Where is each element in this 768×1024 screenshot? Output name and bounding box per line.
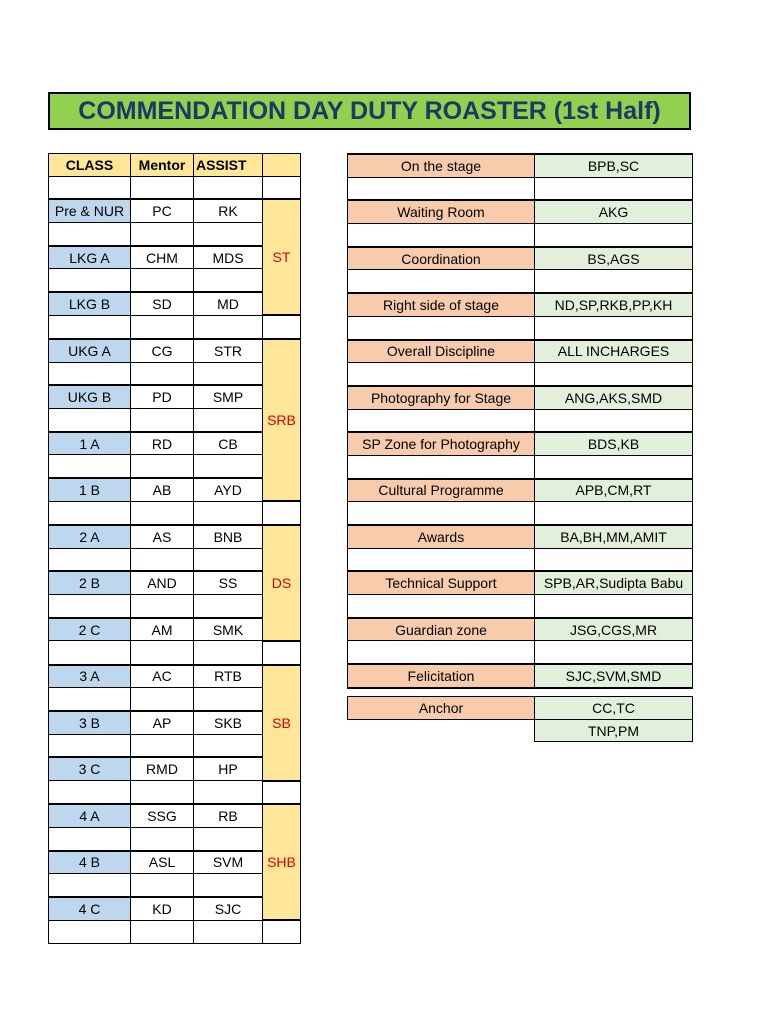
- duty-cell: Felicitation: [348, 664, 535, 688]
- names-cell: BA,BH,MM,AMIT: [535, 525, 693, 548]
- class-cell: UKG A: [49, 339, 131, 362]
- duty-cell: Coordination: [348, 247, 535, 270]
- assist-cell: RK: [194, 199, 263, 222]
- mentor-cell: AS: [131, 525, 194, 548]
- mentor-cell: ASL: [131, 851, 194, 874]
- spacer-row: [348, 455, 693, 478]
- assist-cell: RB: [194, 804, 263, 827]
- duty-cell: Right side of stage: [348, 293, 535, 316]
- class-cell: 1 B: [49, 478, 131, 501]
- header-assist: ASSIST: [194, 154, 263, 177]
- mentor-cell: AP: [131, 711, 194, 734]
- names-cell: SJC,SVM,SMD: [535, 664, 693, 688]
- duty-row: [348, 386, 693, 409]
- header-group: [263, 154, 301, 177]
- duty-row: [348, 664, 693, 688]
- mentor-cell: CG: [131, 339, 194, 362]
- spacer-row: [348, 502, 693, 525]
- assist-cell: CB: [194, 432, 263, 455]
- duty-row: [348, 618, 693, 641]
- assist-cell: SMP: [194, 385, 263, 408]
- class-duty-table: [48, 153, 301, 944]
- class-cell: 3 B: [49, 711, 131, 734]
- class-cell: 1 A: [49, 432, 131, 455]
- spacer-row: [49, 781, 301, 805]
- anchor-duty-cell: Anchor: [348, 697, 535, 720]
- assist-cell: SVM: [194, 851, 263, 874]
- mentor-cell: AB: [131, 478, 194, 501]
- group-ds: DS: [263, 525, 301, 641]
- anchor-names-cell: TNP,PM: [535, 719, 693, 742]
- assist-cell: HP: [194, 757, 263, 780]
- group-shb: SHB: [263, 804, 301, 920]
- spacer-row: [348, 177, 693, 200]
- mentor-cell: PD: [131, 385, 194, 408]
- mentor-cell: KD: [131, 897, 194, 920]
- assist-cell: STR: [194, 339, 263, 362]
- group-st: ST: [263, 199, 301, 315]
- duty-cell: Waiting Room: [348, 200, 535, 223]
- spacer-row: [348, 595, 693, 618]
- anchor-names-cell: CC,TC: [535, 697, 693, 720]
- duty-row: [348, 479, 693, 502]
- names-cell: ALL INCHARGES: [535, 340, 693, 363]
- table-row: [49, 665, 301, 688]
- duty-cell: Overall Discipline: [348, 340, 535, 363]
- anchor-row: [348, 697, 693, 720]
- duty-row: [348, 525, 693, 548]
- table-row: [49, 804, 301, 827]
- mentor-cell: AND: [131, 571, 194, 594]
- names-cell: JSG,CGS,MR: [535, 618, 693, 641]
- names-cell: BPB,SC: [535, 154, 693, 177]
- names-cell: ANG,AKS,SMD: [535, 386, 693, 409]
- class-cell: 2 B: [49, 571, 131, 594]
- spacer-row: [49, 315, 301, 339]
- duty-row: [348, 571, 693, 594]
- duty-row: [348, 432, 693, 455]
- class-cell: Pre & NUR: [49, 199, 131, 222]
- header-mentor: Mentor: [131, 154, 194, 177]
- empty-cell: [348, 719, 535, 742]
- assist-cell: RTB: [194, 665, 263, 688]
- duty-assignment-table: [347, 153, 693, 689]
- duty-cell: Awards: [348, 525, 535, 548]
- mentor-cell: SSG: [131, 804, 194, 827]
- spacer-row: [49, 920, 301, 943]
- names-cell: BS,AGS: [535, 247, 693, 270]
- assist-cell: BNB: [194, 525, 263, 548]
- spacer-row: [348, 409, 693, 432]
- duty-row: [348, 247, 693, 270]
- group-srb: SRB: [263, 339, 301, 501]
- anchor-table: [347, 696, 693, 742]
- assist-cell: MD: [194, 292, 263, 315]
- duty-cell: On the stage: [348, 154, 535, 177]
- spacer-row: [348, 548, 693, 571]
- table-row: [49, 339, 301, 362]
- names-cell: SPB,AR,Sudipta Babu: [535, 571, 693, 594]
- mentor-cell: RMD: [131, 757, 194, 780]
- mentor-cell: CHM: [131, 246, 194, 269]
- class-cell: 3 C: [49, 757, 131, 780]
- names-cell: APB,CM,RT: [535, 479, 693, 502]
- spacer-row: [348, 224, 693, 247]
- names-cell: ND,SP,RKB,PP,KH: [535, 293, 693, 316]
- duty-row: [348, 293, 693, 316]
- table-row: [49, 525, 301, 548]
- class-cell: LKG A: [49, 246, 131, 269]
- class-cell: 2 C: [49, 618, 131, 641]
- mentor-cell: AC: [131, 665, 194, 688]
- duty-cell: Photography for Stage: [348, 386, 535, 409]
- duty-row: [348, 200, 693, 223]
- duty-cell: SP Zone for Photography: [348, 432, 535, 455]
- assist-cell: MDS: [194, 246, 263, 269]
- assist-cell: AYD: [194, 478, 263, 501]
- duty-cell: Cultural Programme: [348, 479, 535, 502]
- class-cell: 3 A: [49, 665, 131, 688]
- assist-cell: SMK: [194, 618, 263, 641]
- class-cell: 4 B: [49, 851, 131, 874]
- duty-cell: Technical Support: [348, 571, 535, 594]
- class-cell: 4 A: [49, 804, 131, 827]
- spacer-row: [348, 270, 693, 293]
- assist-cell: SJC: [194, 897, 263, 920]
- class-cell: 4 C: [49, 897, 131, 920]
- group-sb: SB: [263, 665, 301, 781]
- duty-row: [348, 154, 693, 177]
- spacer-row: [348, 316, 693, 339]
- spacer-row: [49, 176, 301, 199]
- class-cell: UKG B: [49, 385, 131, 408]
- spacer-row: [49, 501, 301, 525]
- mentor-cell: RD: [131, 432, 194, 455]
- spacer-row: [49, 641, 301, 665]
- names-cell: BDS,KB: [535, 432, 693, 455]
- assist-cell: SS: [194, 571, 263, 594]
- class-cell: 2 A: [49, 525, 131, 548]
- mentor-cell: AM: [131, 618, 194, 641]
- spacer-row: [348, 363, 693, 386]
- names-cell: AKG: [535, 200, 693, 223]
- table-row: [49, 199, 301, 222]
- mentor-cell: PC: [131, 199, 194, 222]
- header-class: CLASS: [49, 154, 131, 177]
- table-header-row: [49, 154, 301, 177]
- page-title: COMMENDATION DAY DUTY ROASTER (1st Half): [48, 92, 691, 130]
- assist-cell: SKB: [194, 711, 263, 734]
- mentor-cell: SD: [131, 292, 194, 315]
- duty-cell: Guardian zone: [348, 618, 535, 641]
- class-cell: LKG B: [49, 292, 131, 315]
- duty-row: [348, 340, 693, 363]
- spacer-row: [348, 641, 693, 664]
- anchor-row: [348, 719, 693, 742]
